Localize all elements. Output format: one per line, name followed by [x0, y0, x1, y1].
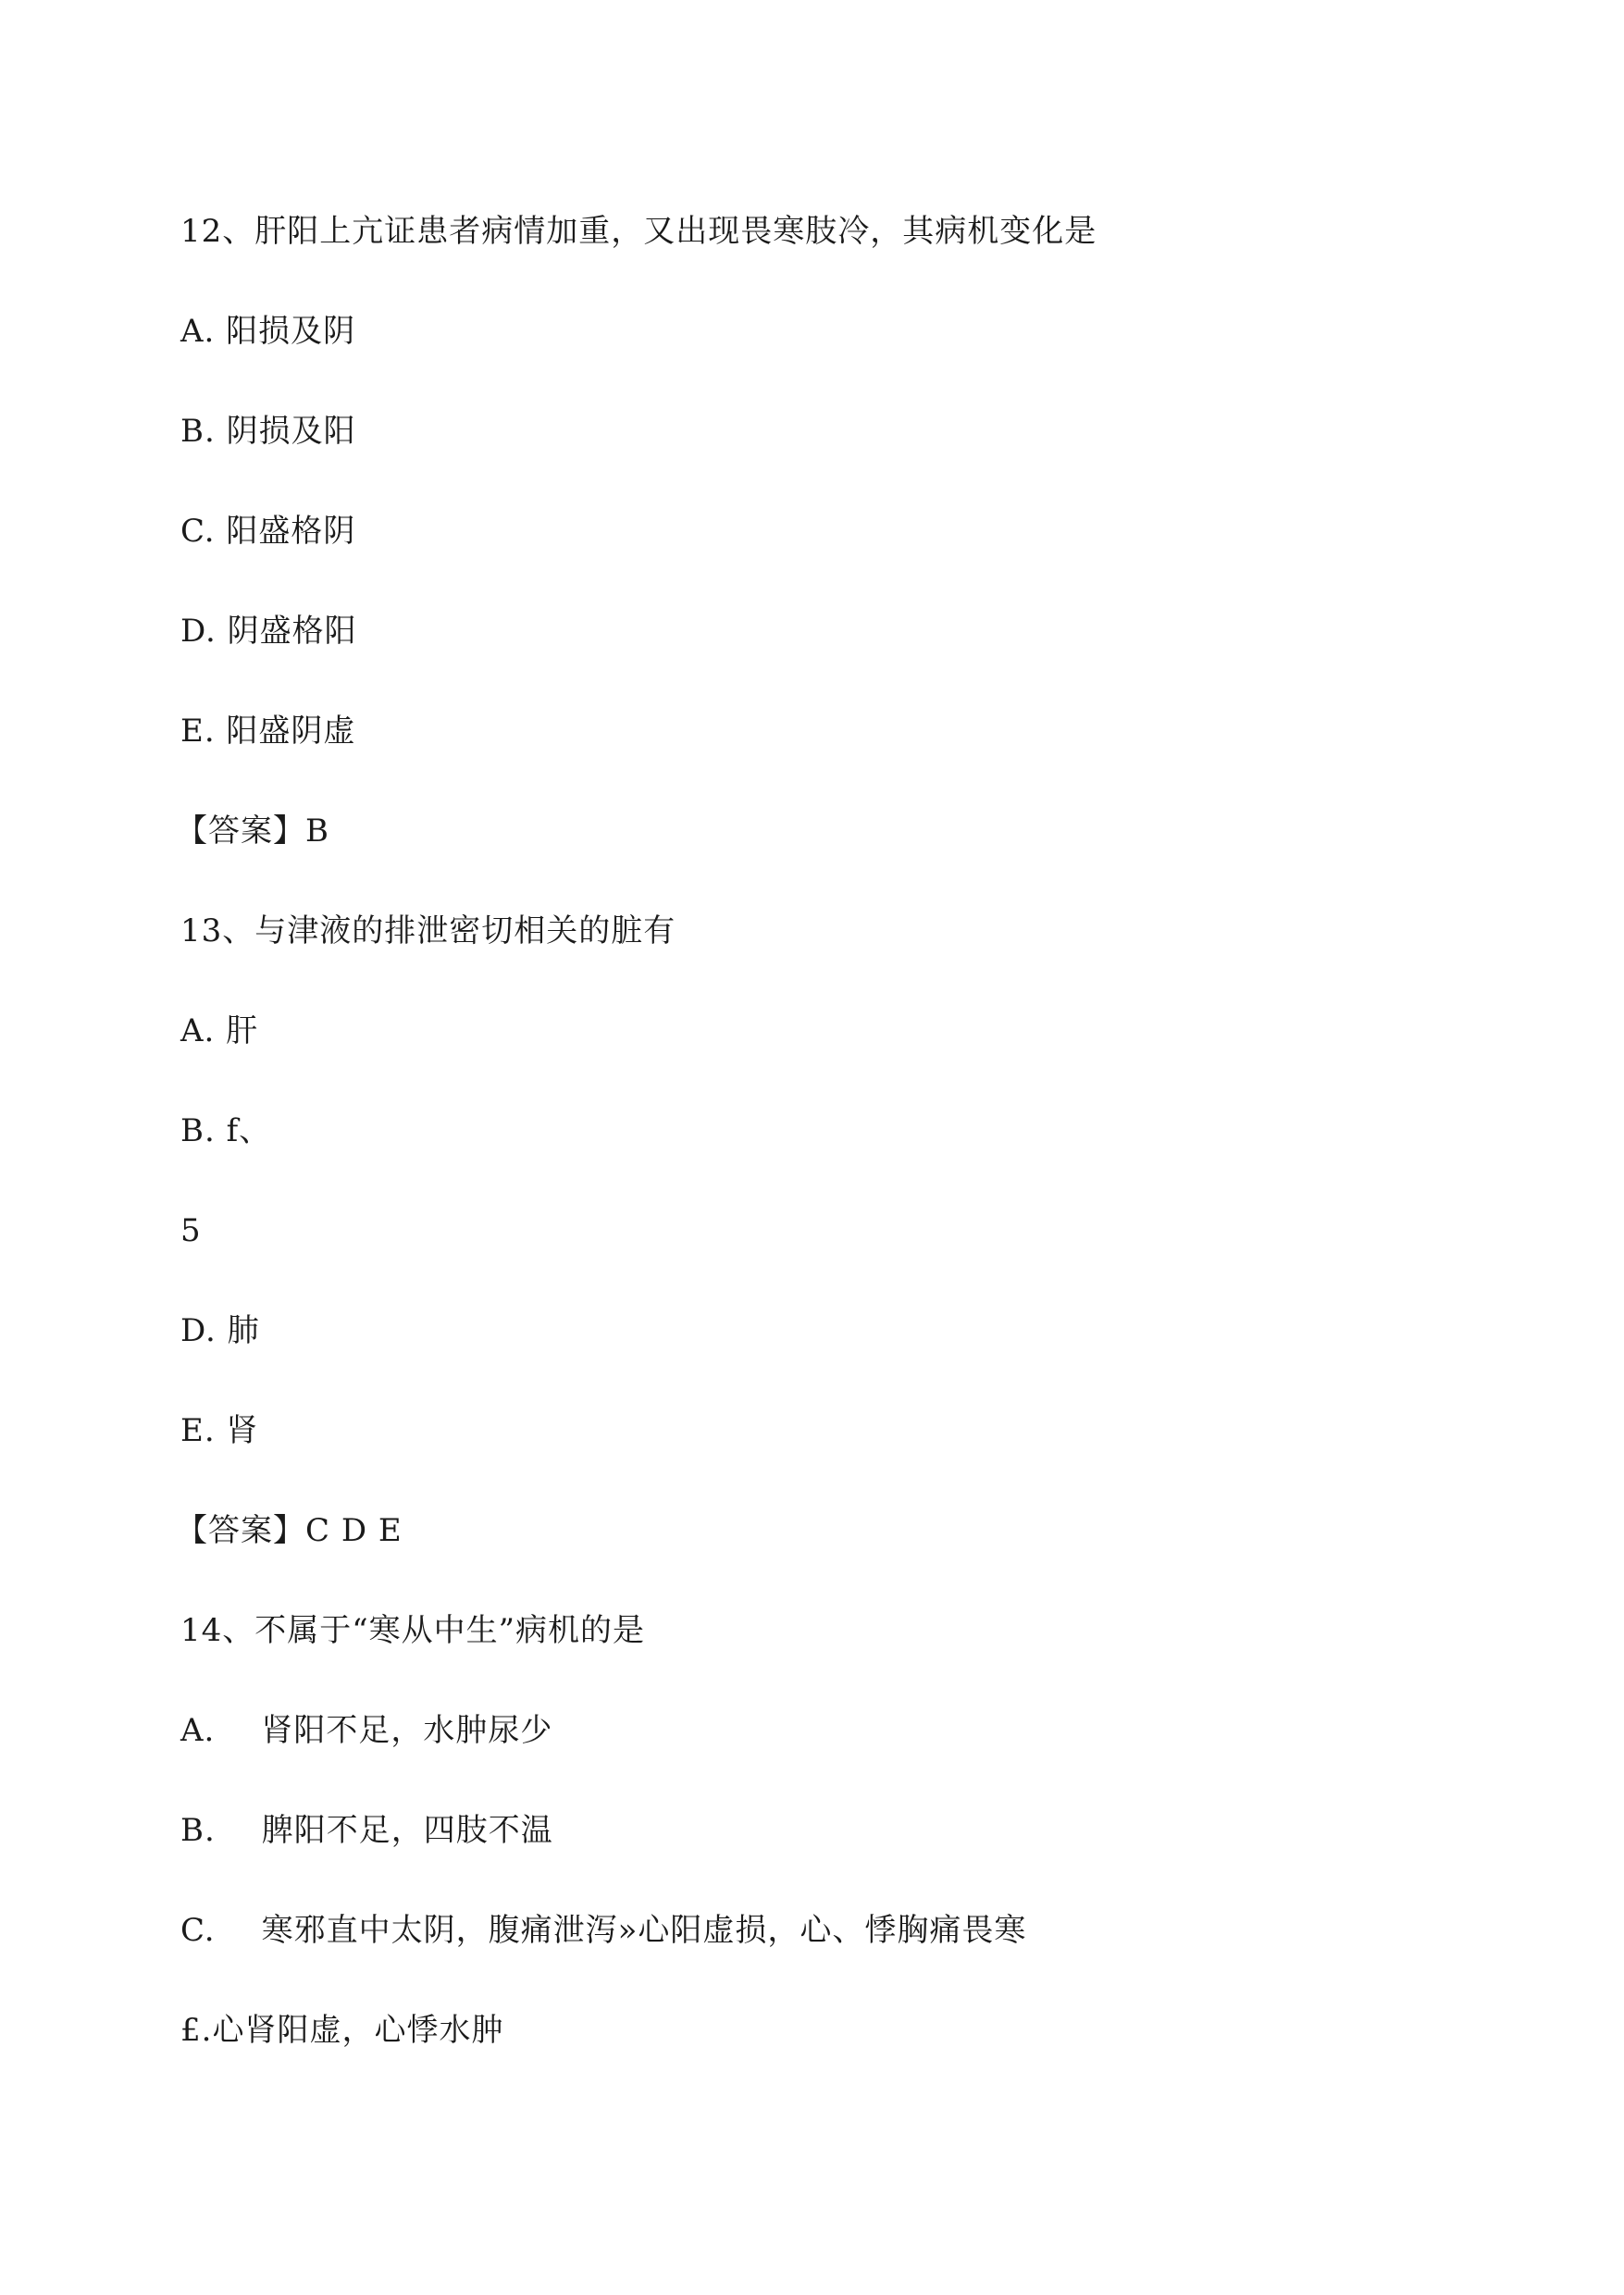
q12-stem: 12、肝阳上亢证患者病情加重，又出现畏寒肢冷，其病机变化是 — [180, 213, 1097, 250]
q14-option-c — [180, 1912, 1026, 1949]
q14-option-b-text: 脾阳不足，四肢不温 — [261, 1812, 553, 1849]
q12-option-e: E. 阳盛阴虚 — [180, 713, 356, 750]
q13-option-c: 5 — [180, 1212, 202, 1249]
q14-option-c-letter: C. — [180, 1912, 216, 1949]
q13-option-d: D. 肺 — [180, 1312, 260, 1349]
q13-option-a: A. 肝 — [180, 1012, 259, 1049]
q14-option-a — [180, 1712, 552, 1749]
q14-option-a-letter: A. — [180, 1712, 216, 1749]
q14-option-a-text: 肾阳不足，水肿尿少 — [261, 1712, 553, 1749]
q12-option-a: A. 阳损及阴 — [180, 313, 356, 350]
q13-option-b: B. f、 — [180, 1112, 272, 1149]
q14-option-last: £.心肾阳虚，心悸水肿 — [180, 2012, 504, 2049]
q13-answer: 【答案】C D E — [176, 1512, 403, 1549]
q14-option-c-text: 寒邪直中太阴，腹痛泄泻»心阳虚损，心、悸胸痛畏寒 — [261, 1912, 1027, 1949]
q12-option-b: B. 阴损及阳 — [180, 413, 356, 450]
q14-option-b — [180, 1812, 553, 1849]
q14-option-b-letter: B. — [180, 1812, 216, 1849]
q13-stem: 13、与津液的排泄密切相关的脏有 — [180, 912, 676, 949]
q12-option-c: C. 阳盛格阴 — [180, 513, 356, 550]
q12-option-d: D. 阴盛格阳 — [180, 613, 357, 650]
q14-stem: 14、不属于“寒从中生”病机的是 — [180, 1612, 646, 1649]
q13-option-e: E. 肾 — [180, 1412, 259, 1449]
q12-answer: 【答案】B — [176, 813, 329, 850]
